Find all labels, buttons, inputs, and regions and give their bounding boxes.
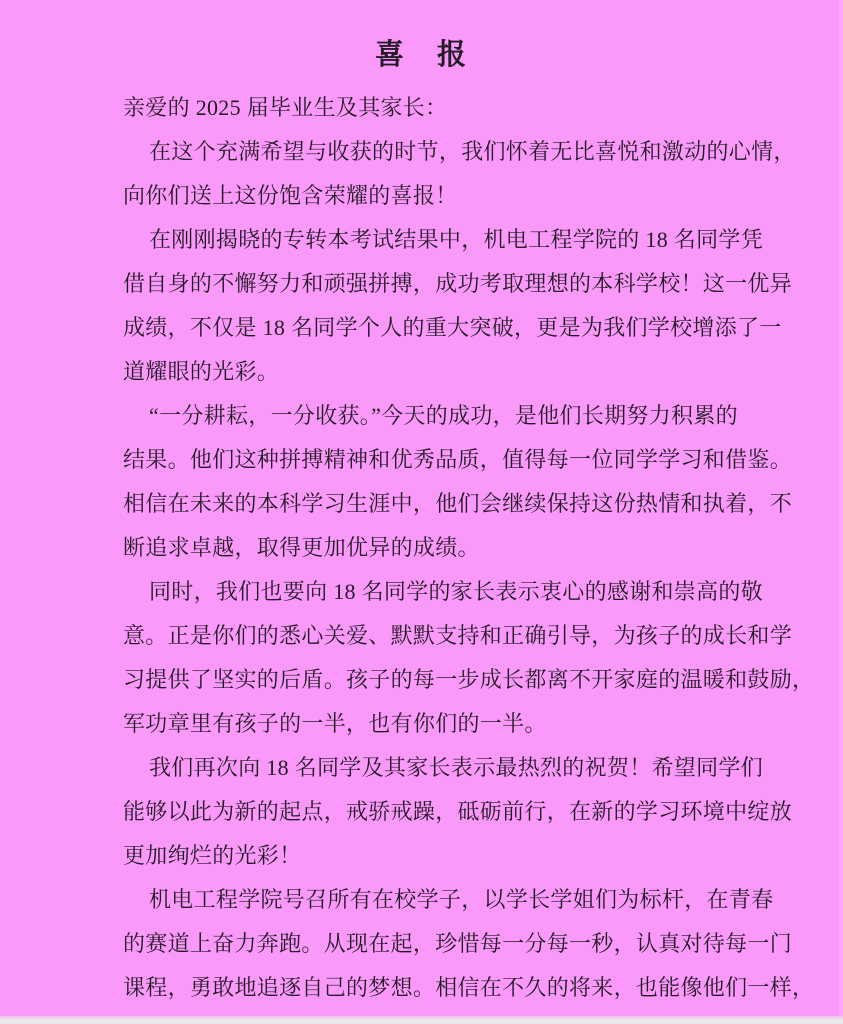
body-line: 我们再次向 18 名同学及其家长表示最热烈的祝贺！希望同学们 — [149, 755, 764, 780]
page-bottom-edge — [0, 1016, 843, 1024]
body-line: 同时，我们也要向 18 名同学的家长表示衷心的感谢和崇高的敬 — [149, 579, 764, 604]
body-line: 课程，勇敢地追逐自己的梦想。相信在不久的将来，也能像他们一样， — [123, 975, 815, 1000]
body-line: 习提供了坚实的后盾。孩子的每一步成长都离不开家庭的温暖和鼓励， — [123, 667, 815, 692]
body-line: 向你们送上这份饱含荣耀的喜报！ — [123, 183, 458, 208]
body-line: 更加绚烂的光彩！ — [123, 843, 302, 868]
body-line: 断追求卓越，取得更加优异的成绩。 — [123, 535, 480, 560]
page-title: 喜 报 — [374, 39, 468, 71]
body-line: 成绩，不仅是 18 名同学个人的重大突破，更是为我们学校增添了一 — [123, 315, 782, 340]
paragraph — [123, 570, 823, 746]
body-line: 机电工程学院号召所有在校学子，以学长学姐们为标杆，在青春 — [149, 887, 774, 912]
body-line: 意。正是你们的悉心关爱、默默支持和正确引导，为孩子的成长和学 — [123, 623, 793, 648]
body-line: “一分耕耘，一分收获。”今天的成功，是他们长期努力积累的 — [149, 403, 738, 428]
body-line: 的赛道上奋力奔跑。从现在起，珍惜每一分每一秒，认真对待每一门 — [123, 931, 793, 956]
paragraph — [123, 218, 823, 394]
paragraph — [123, 130, 823, 218]
body-line: 能够以此为新的起点，戒骄戒躁，砥砺前行，在新的学习环境中绽放 — [123, 799, 793, 824]
page-right-edge — [839, 0, 843, 1024]
body-line: 在这个充满希望与收获的时节，我们怀着无比喜悦和激动的心情， — [149, 139, 796, 164]
paragraph — [123, 878, 823, 1010]
paragraph — [123, 746, 823, 878]
announcement-body — [123, 86, 823, 1010]
body-line: 军功章里有孩子的一半，也有你们的一半。 — [123, 711, 547, 736]
body-line: 道耀眼的光彩。 — [123, 359, 280, 384]
body-line: 借自身的不懈努力和顽强拼搏，成功考取理想的本科学校！这一优异 — [123, 271, 793, 296]
paragraph — [123, 394, 823, 570]
body-line: 相信在未来的本科学习生涯中，他们会继续保持这份热情和执着，不 — [123, 491, 793, 516]
body-line: 在刚刚揭晓的专转本考试结果中，机电工程学院的 18 名同学凭 — [149, 227, 764, 252]
salutation-line: 亲爱的 2025 届毕业生及其家长： — [123, 95, 448, 120]
body-line: 结果。他们这种拼搏精神和优秀品质，值得每一位同学学习和借鉴。 — [123, 447, 793, 472]
